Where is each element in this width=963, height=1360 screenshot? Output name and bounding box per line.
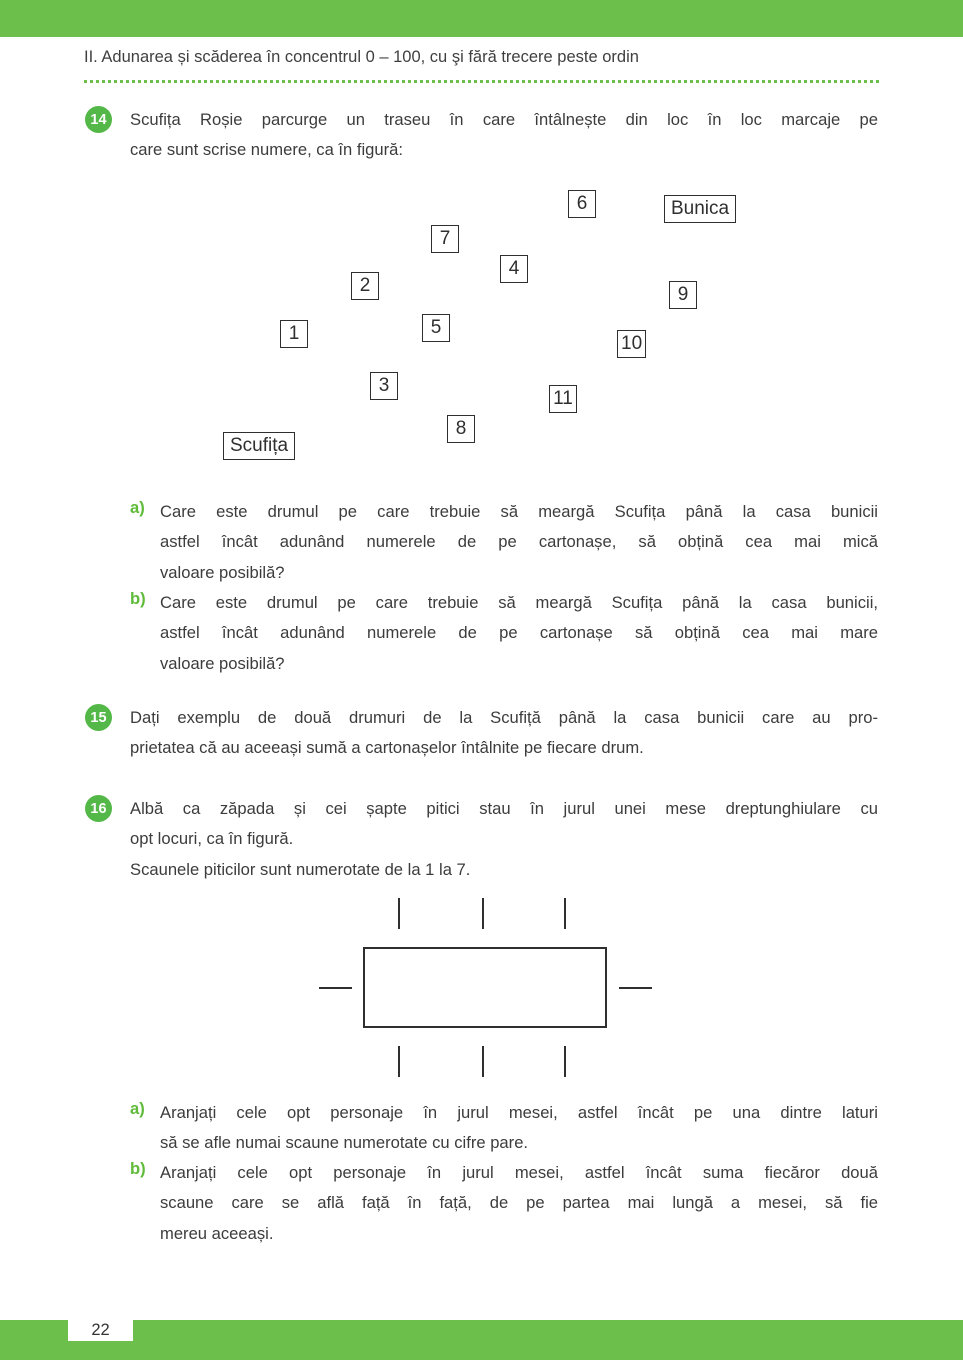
problem-16-line: opt locuri, ca în figură.: [130, 829, 294, 849]
seat-tick-bottom-3: [564, 1046, 566, 1077]
question-14a-line: Care este drumul pe care trebuie să meargă Scufița până la casa bunicii: [160, 502, 878, 521]
trail-card-9: 9: [669, 281, 697, 309]
trail-card-4: 4: [500, 255, 528, 283]
trail-card-8: 8: [447, 415, 475, 443]
seat-tick-bottom-1: [398, 1046, 400, 1077]
problem-16-line: Scaunele piticilor sunt numerotate de la 1 la 7.: [130, 859, 471, 879]
seat-tick-top-1: [398, 898, 400, 929]
question-16b-text: [160, 1158, 878, 1249]
trail-card-7: 7: [431, 225, 459, 253]
question-16b-label: b): [130, 1159, 146, 1178]
page-number: 22: [68, 1320, 133, 1341]
problem-16-line: Albă ca zăpada și cei șapte pitici stau în jurul unei mese dreptunghiulare cu: [130, 799, 878, 818]
problem-14-badge: 14: [85, 106, 112, 133]
question-16a-label: a): [130, 1099, 145, 1118]
question-16a-line: să se afle numai scaune numerotate cu cifre pare.: [160, 1133, 529, 1153]
question-14b-label: b): [130, 589, 146, 608]
trail-card-1: 1: [280, 320, 308, 348]
seat-tick-left: [319, 987, 352, 989]
seat-tick-top-2: [482, 898, 484, 929]
question-14b-line: Care este drumul pe care trebuie să meargă Scufița până la casa bunicii,: [160, 593, 878, 612]
question-16b-line: mereu aceeași.: [160, 1223, 274, 1243]
trail-card-11: 11: [549, 385, 577, 413]
trail-card-10: 10: [617, 330, 646, 358]
bottom-green-bar: [0, 1320, 963, 1360]
trail-card-5: 5: [422, 314, 450, 342]
seat-tick-top-3: [564, 898, 566, 929]
problem-15-badge: 15: [85, 704, 112, 731]
problem-14-line: care sunt scrise numere, ca în figură:: [130, 140, 403, 160]
trail-card-bunica: Bunica: [664, 195, 736, 223]
trail-card-3: 3: [370, 372, 398, 400]
question-14a-line: astfel încât adunând numerele de pe cartonașe, să obțină cea mai mică: [160, 532, 878, 552]
question-16b-line: Aranjați cele opt personaje în jurul mesei, astfel încât suma fiecăror două: [160, 1163, 878, 1182]
problem-16-badge: 16: [85, 795, 112, 822]
problem-15-line: Dați exemplu de două drumuri de la Scufiță până la casa bunicii care au pro-: [130, 708, 878, 727]
question-16a-line: Aranjați cele opt personaje în jurul mesei, astfel încât pe una dintre laturi: [160, 1103, 878, 1122]
problem-14-line: Scufița Roșie parcurge un traseu în care întâlnește din loc în loc marcaje pe: [130, 110, 878, 129]
seat-tick-bottom-2: [482, 1046, 484, 1077]
question-16a-text: [160, 1098, 878, 1159]
trail-card-2: 2: [351, 272, 379, 300]
question-14b-line: astfel încât adunând numerele de pe cartonașe să obțină cea mai mare: [160, 623, 878, 643]
question-14b-line: valoare posibilă?: [160, 653, 285, 673]
problem-15-line: prietatea că au aceeași sumă a cartonașelor întâlnite pe fiecare drum.: [130, 738, 644, 758]
table-rectangle: [363, 947, 607, 1028]
trail-card-6: 6: [568, 190, 596, 218]
seat-tick-right: [619, 987, 652, 989]
chapter-title: II. Adunarea și scăderea în concentrul 0 – 100, cu şi fără trecere peste ordin: [84, 48, 639, 66]
question-14a-label: a): [130, 498, 145, 517]
question-14a-line: valoare posibilă?: [160, 562, 285, 582]
question-16b-line: scaune care se află față în față, de pe partea mai lungă a mesei, să fie: [160, 1193, 878, 1213]
trail-card-scufița: Scufița: [223, 432, 295, 460]
